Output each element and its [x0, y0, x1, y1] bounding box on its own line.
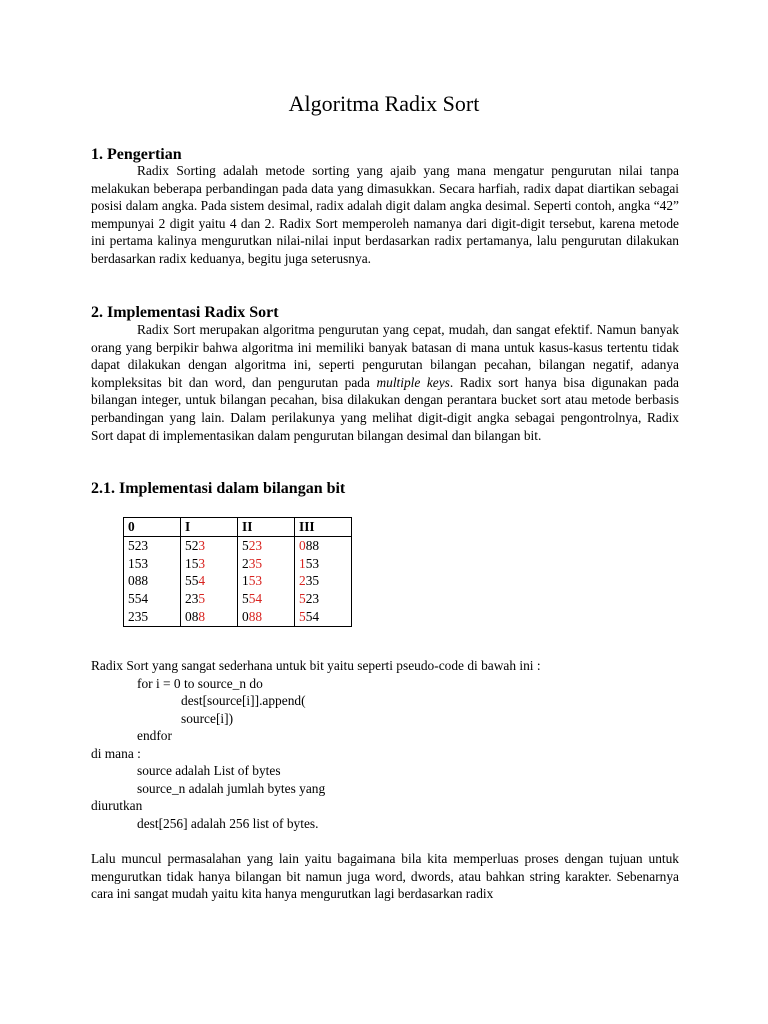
paragraph-implementasi-text-a: Radix Sort merupakan algoritma pengurutan yang cepat, mudah, dan sangat efektif. Namun banyak orang yang berpikir bahwa algoritma ini memiliki banyak batasan di mana untuk kasus-kasus tertentu tidak dapat dilakukan dengan algoritma ini, seperti pengurutan bilangan pecahan, bilangan negatif, adanya kompleksitas bit dan word, dan pengurutan pada	[91, 322, 679, 390]
table-cell	[181, 536, 238, 554]
cell-highlight-digit: 2	[299, 573, 306, 589]
table-cell	[295, 608, 352, 626]
pseudo-def-source-n-cont: diurutkan	[91, 798, 143, 813]
cell-text: 54	[305, 608, 320, 624]
cell-highlight-digit: 8	[198, 608, 206, 624]
pseudo-def-source-n: source_n adalah jumlah bytes yang	[137, 781, 326, 796]
table-row	[124, 590, 352, 608]
table-cell	[238, 608, 295, 626]
table-row	[124, 572, 352, 590]
pseudo-endfor: endfor	[137, 728, 172, 743]
table-header-cell: 0	[124, 518, 181, 537]
table-cell	[124, 590, 181, 608]
cell-text: 2	[242, 555, 249, 571]
cell-highlight-digit: 88	[248, 608, 263, 624]
table-row	[124, 536, 352, 554]
radix-table	[123, 517, 352, 627]
table-row	[124, 608, 352, 626]
pseudo-for-line: for i = 0 to source_n do	[137, 676, 263, 691]
cell-text: 0	[242, 608, 249, 624]
cell-highlight-digit: 5	[299, 591, 306, 607]
cell-text: 554	[128, 591, 149, 607]
cell-text: 088	[128, 573, 149, 589]
pseudo-def-dest: dest[256] adalah 256 list of bytes.	[137, 816, 319, 831]
cell-highlight-digit: 54	[248, 591, 263, 607]
pseudo-intro: Radix Sort yang sangat sederhana untuk bit yaitu seperti pseudo-code di bawah ini :	[91, 658, 541, 673]
table-cell	[181, 555, 238, 573]
cell-highlight-digit: 0	[299, 537, 306, 553]
table-cell	[238, 590, 295, 608]
cell-highlight-digit: 3	[198, 555, 206, 571]
paragraph-pengertian	[91, 162, 679, 268]
cell-text: 153	[128, 555, 149, 571]
cell-highlight-digit: 35	[248, 555, 263, 571]
cell-text: 08	[185, 608, 199, 624]
cell-text: 23	[185, 591, 199, 607]
pseudo-dest-line: dest[source[i]].append(	[181, 693, 306, 708]
cell-text: 23	[305, 591, 320, 607]
paragraph-implementasi	[91, 321, 679, 444]
cell-highlight-digit: 4	[198, 573, 206, 589]
paragraph-pengertian-text: Radix Sorting adalah metode sorting yang ajaib yang mana mengatur pengurutan nilai tanpa melakukan beberapa perbandingan pada data yang dimasukkan. Secara harfiah, radix dapat diartikan sebagai posisi dalam angka. Pada sistem desimal, radix adalah digit dalam angka desimal. Seperti contoh, angka “42” mempunyai 2 digit yaitu 4 dan 2. Radix Sort memperoleh namanya dari digit-digit tersebut, karena metode ini pertama kalinya mengurutkan nilai-nilai input berdasarkan radix pertamanya, lalu pengurutan dilakukan berdasarkan radix keduanya, begitu juga seterusnya.	[91, 163, 679, 266]
table-cell	[124, 536, 181, 554]
cell-text: 523	[128, 537, 149, 553]
table-cell	[295, 572, 352, 590]
paragraph-implementasi-italic: multiple keys	[376, 374, 450, 390]
table-cell	[295, 536, 352, 554]
cell-text: 1	[242, 573, 249, 589]
radix-table-body	[124, 536, 352, 626]
table-header-cell: II	[238, 518, 295, 537]
cell-highlight-digit: 5	[198, 591, 206, 607]
cell-text: 55	[185, 573, 199, 589]
table-header-cell: III	[295, 518, 352, 537]
table-cell	[238, 572, 295, 590]
radix-table-header-row	[124, 518, 352, 537]
section-heading-implementasi: 2. Implementasi Radix Sort	[91, 304, 279, 321]
cell-text: 88	[305, 537, 320, 553]
cell-highlight-digit: 3	[198, 537, 206, 553]
cell-text: 5	[242, 591, 249, 607]
table-header-cell: I	[181, 518, 238, 537]
pseudo-dimana: di mana :	[91, 746, 141, 761]
cell-text: 235	[128, 608, 149, 624]
cell-highlight-digit: 1	[299, 555, 306, 571]
table-cell	[238, 555, 295, 573]
section-heading-bilangan-bit: 2.1. Implementasi dalam bilangan bit	[91, 480, 346, 497]
cell-highlight-digit: 5	[299, 608, 306, 624]
table-cell	[181, 572, 238, 590]
document-title: Algoritma Radix Sort	[288, 91, 480, 116]
cell-highlight-digit: 53	[248, 573, 263, 589]
cell-text: 52	[185, 537, 199, 553]
cell-highlight-digit: 23	[248, 537, 263, 553]
table-cell	[124, 572, 181, 590]
pseudo-source-line: source[i])	[181, 711, 234, 726]
table-row	[124, 555, 352, 573]
pseudo-def-source: source adalah List of bytes	[137, 763, 281, 778]
paragraph-implementasi-text-b: . Radix sort hanya bisa digunakan pada bilangan integer, untuk bilangan pecahan, bisa dilakukan dengan perantara bucket sort atau metode berbasis perbandingan yang lain. Dalam perilakunya yang melihat digit-digit angka sebagai pengontrolnya, Radix Sort dapat di implementasikan dalam pengurutan bilangan desimal dan bilangan bit.	[91, 374, 680, 443]
paragraph-closing: Lalu muncul permasalahan yang lain yaitu bagaimana bila kita memperluas proses dengan tujuan untuk mengurutkan tidak hanya bilangan bit namun juga word, dwords, atau bahkan string karakter. Sebenarnya cara ini sangat mudah yaitu kita hanya mengurutkan lagi berdasarkan radix	[91, 851, 679, 902]
cell-text: 15	[185, 555, 199, 571]
section-heading-pengertian: 1. Pengertian	[91, 146, 182, 163]
table-cell	[124, 608, 181, 626]
table-cell	[295, 590, 352, 608]
table-cell	[181, 608, 238, 626]
table-cell	[181, 590, 238, 608]
table-cell	[124, 555, 181, 573]
table-cell	[295, 555, 352, 573]
table-cell	[238, 536, 295, 554]
cell-text: 5	[242, 537, 249, 553]
cell-text: 35	[305, 573, 320, 589]
cell-text: 53	[305, 555, 320, 571]
